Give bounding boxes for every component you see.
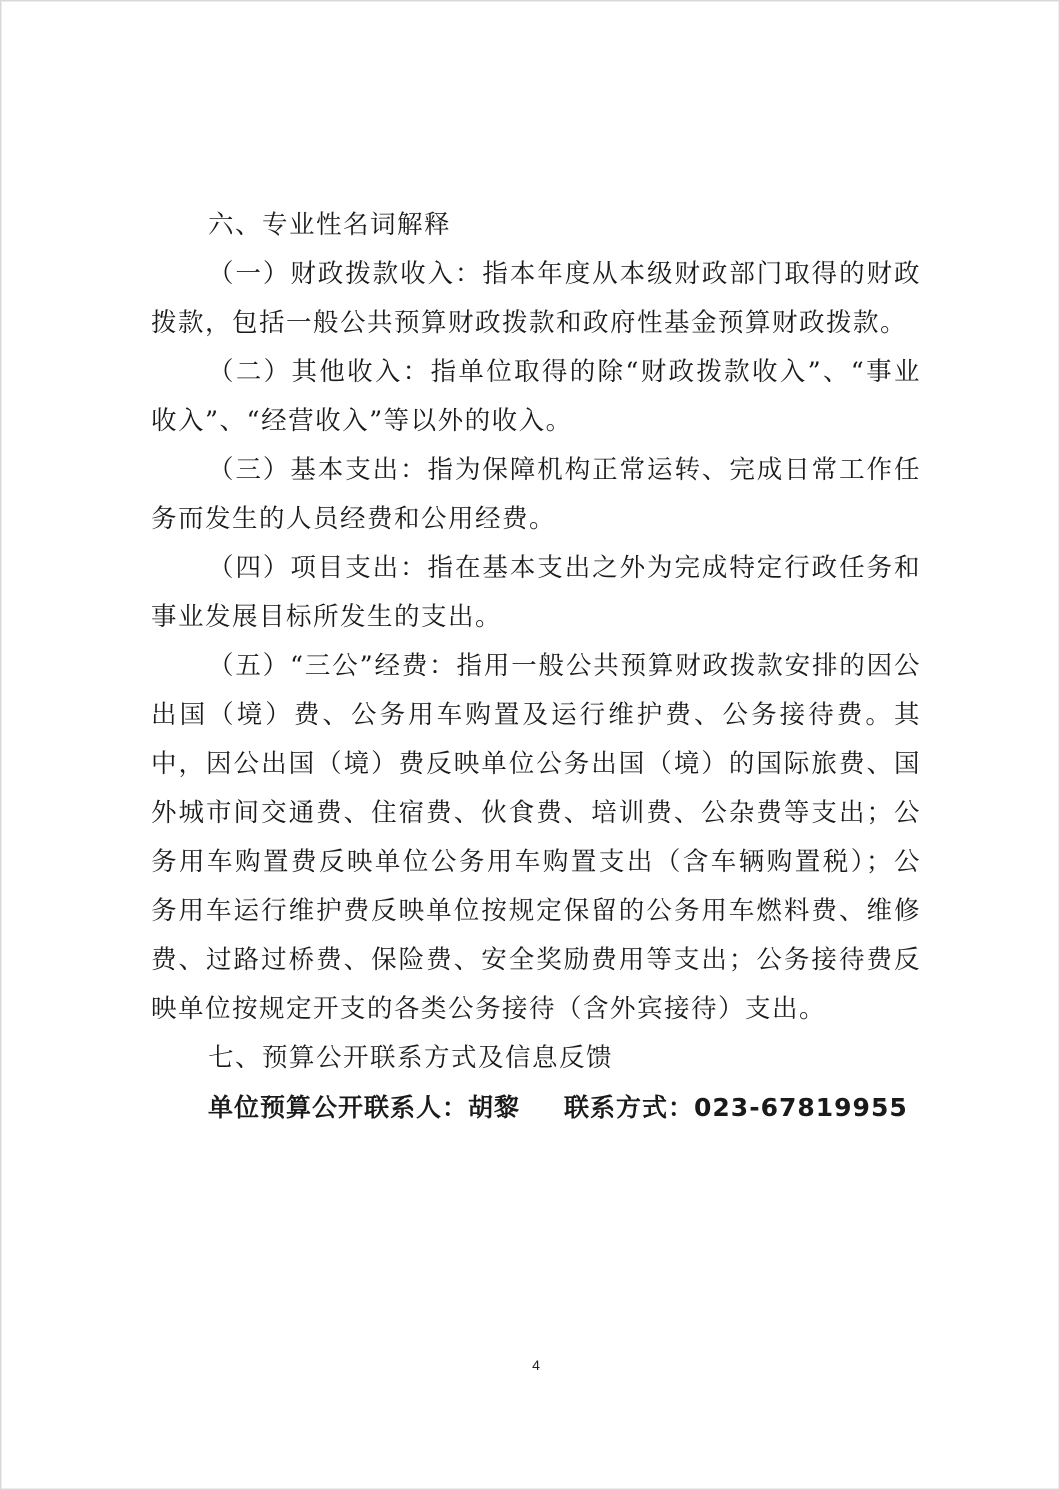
contact-method: 联系方式：023-67819955 <box>564 1093 908 1122</box>
document-body <box>151 201 921 1132</box>
contact-person: 单位预算公开联系人：胡黎 <box>208 1093 521 1122</box>
term-financial-appropriation: （一）财政拨款收入：指本年度从本级财政部门取得的财政拨款，包括一般公共预算财政拨款和政府性基金预算财政拨款。 <box>151 259 921 338</box>
contact-line <box>151 1083 921 1132</box>
term-other-income: （二）其他收入：指单位取得的除“财政拨款收入”、“事业收入”、“经营收入”等以外的收入。 <box>151 357 921 436</box>
term-project-expenditure: （四）项目支出：指在基本支出之外为完成特定行政任务和事业发展目标所发生的支出。 <box>151 553 921 632</box>
section-six-heading: 六、专业性名词解释 <box>208 210 452 240</box>
page-number: 4 <box>532 1357 540 1373</box>
term-basic-expenditure: （三）基本支出：指为保障机构正常运转、完成日常工作任务而发生的人员经费和公用经费。 <box>151 455 921 534</box>
term-three-public-expenses: （五）“三公”经费：指用一般公共预算财政拨款安排的因公出国（境）费、公务用车购置及运行维护费、公务接待费。其中，因公出国（境）费反映单位公务出国（境）的国际旅费、国外城市间交通费、住宿费、伙食费、培训费、公杂费等支出；公务用车购置费反映单位公务用车购置支出（含车辆购置税）；公务用车运行维护费反映单位按规定保留的公务用车燃料费、维修费、过路过桥费、保险费、安全奖励费用等支出；公务接待费反映单位按规定开支的各类公务接待（含外宾接待）支出。 <box>151 651 921 1024</box>
section-seven-heading: 七、预算公开联系方式及信息反馈 <box>208 1043 614 1073</box>
